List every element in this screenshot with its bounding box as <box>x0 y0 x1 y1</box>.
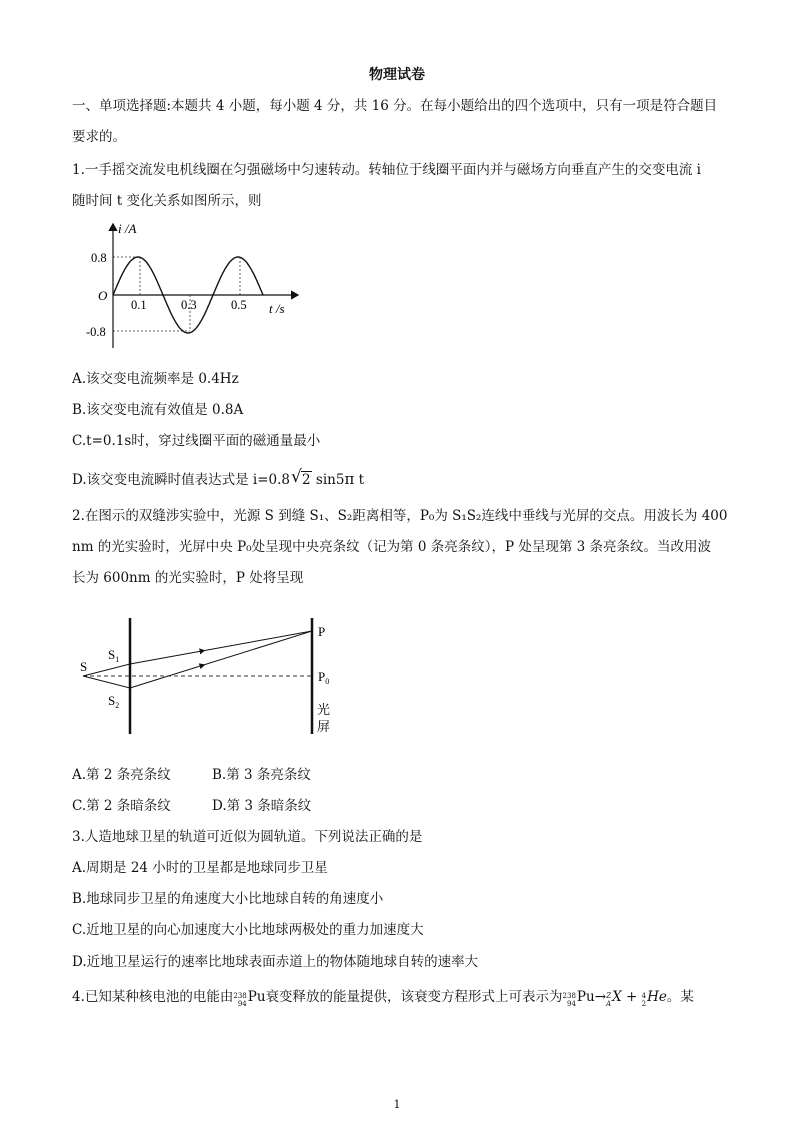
x-symbol: X <box>612 989 622 1005</box>
screen-label-1: 光 <box>317 702 331 717</box>
page-title: 物理试卷 <box>369 67 425 83</box>
q1-option-d-func: sin5 <box>315 472 345 488</box>
label-s1: $S_1$ <box>108 647 120 664</box>
q1-option-d <box>72 470 364 489</box>
q2-option-a: A.第 2 条亮条纹 <box>72 767 171 783</box>
q1-y-tick-pos: 0.8 <box>91 251 107 265</box>
pu-nuclide-numbers-2 <box>563 992 576 1008</box>
q1-y-label: i /A <box>118 221 137 236</box>
pu-symbol: Pu <box>247 989 266 1005</box>
pu-nuclide-numbers <box>233 992 246 1008</box>
screen-label-2: 屏 <box>317 719 331 734</box>
q2-option-c: C.第 2 条暗条纹 <box>72 798 171 814</box>
q3-option-d: D.近地卫星运行的速率比地球表面赤道上的物体随地球自转的速率大 <box>72 954 479 970</box>
q1-option-d-pi: π <box>344 470 355 488</box>
arrow-s1-p <box>200 651 203 652</box>
q2-stem-line2: nm 的光实验时，光屏中央 P₀处呈现中央亮条纹（记为第 0 条亮条纹），P 处呈现第 3 条亮条纹。当改用波 <box>72 539 712 555</box>
q1-origin-label: O <box>98 288 108 303</box>
q4-stem <box>72 988 694 1008</box>
x-mass: Z <box>606 992 612 1000</box>
q2-option-d: D.第 3 条暗条纹 <box>212 798 312 814</box>
plus-sign: + <box>621 989 642 1005</box>
q4-part3: 。某 <box>666 989 694 1005</box>
q1-y-tick-neg: -0.8 <box>86 325 106 339</box>
q2-option-b: B.第 3 条亮条纹 <box>212 767 311 783</box>
q1-stem-line2: 随时间 t 变化关系如图所示，则 <box>72 193 262 209</box>
q1-option-d-root: 2 <box>302 472 311 488</box>
he-num: 2 <box>641 1000 647 1008</box>
q1-option-d-var: t <box>358 472 365 488</box>
q1-x-label: t /s <box>269 301 285 316</box>
pu-mass-number-2: 238 <box>562 992 576 1000</box>
label-p: P <box>318 624 326 639</box>
label-s2: $S_2$ <box>108 693 120 710</box>
source-ray-to-s1 <box>83 664 130 676</box>
pu-symbol-2: Pu <box>576 989 595 1005</box>
q3-stem: 3.人造地球卫星的轨道可近似为圆轨道。下列说法正确的是 <box>72 829 423 845</box>
q1-stem-line1: 1.一手摇交流发电机线圈在匀强磁场中匀速转动。转轴位于线圈平面内并与磁场方向垂直产生的交变电流 i <box>72 162 701 178</box>
section-heading-line2: 要求的。 <box>72 129 126 145</box>
q2-stem-line1: 2.在图示的双缝涉实验中，光源 S 到缝 S₁、S₂距离相等，P₀为 S₁S₂连线中垂线与光屏的交点。用波长为 400 <box>72 508 728 524</box>
x-num: A <box>606 1000 612 1008</box>
label-p0: $P_0$ <box>318 669 330 686</box>
he-mass: 4 <box>641 992 647 1000</box>
q4-part1: 4.已知某种核电池的电能由 <box>72 989 234 1005</box>
label-s: S <box>80 659 88 674</box>
q2-stem-line3: 长为 600nm 的光实验时，P 处将呈现 <box>72 570 304 586</box>
q3-option-a: A.周期是 24 小时的卫星都是地球同步卫星 <box>72 860 328 876</box>
q3-option-b: B.地球同步卫星的角速度大小比地球自转的角速度小 <box>72 891 384 907</box>
q3-option-c: C.近地卫星的向心加速度大小比地球两极处的重力加速度大 <box>72 922 424 938</box>
arrow-s2-p <box>200 665 203 666</box>
x-nuclide-numbers <box>606 992 611 1008</box>
q1-x-tick-0.1: 0.1 <box>131 298 147 312</box>
pu-mass-number: 238 <box>233 992 247 1000</box>
pu-atomic-number: 94 <box>237 1000 247 1008</box>
he-nuclide-numbers <box>642 992 646 1008</box>
q1-option-d-prefix: D.该交变电流瞬时值表达式是 i=0.8 <box>72 472 291 488</box>
q1-x-tick-0.3: 0.3 <box>181 298 197 312</box>
source-ray-to-s2 <box>83 676 130 688</box>
q1-option-c: C.t=0.1s时，穿过线圈平面的磁通量最小 <box>72 433 321 449</box>
page-number: 1 <box>393 1098 401 1111</box>
decay-arrow: → <box>594 989 607 1005</box>
q1-option-b: B.该交变电流有效值是 0.8A <box>72 402 244 418</box>
q1-option-a: A.该交变电流频率是 0.4Hz <box>72 371 239 387</box>
q4-part2: 衰变释放的能量提供，该衰变方程形式上可表示为 <box>265 989 563 1005</box>
q1-x-tick-0.5: 0.5 <box>231 298 247 312</box>
q1-current-time-graph <box>80 220 310 352</box>
he-symbol: He <box>647 989 667 1005</box>
q2-double-slit-diagram <box>75 612 355 744</box>
sqrt-symbol <box>292 471 312 489</box>
section-heading-line1: 一、单项选择题:本题共 4 小题，每小题 4 分，共 16 分。在每小题给出的四个选项中，只有一项是符合题目 <box>72 98 718 114</box>
pu-atomic-number-2: 94 <box>567 1000 576 1008</box>
